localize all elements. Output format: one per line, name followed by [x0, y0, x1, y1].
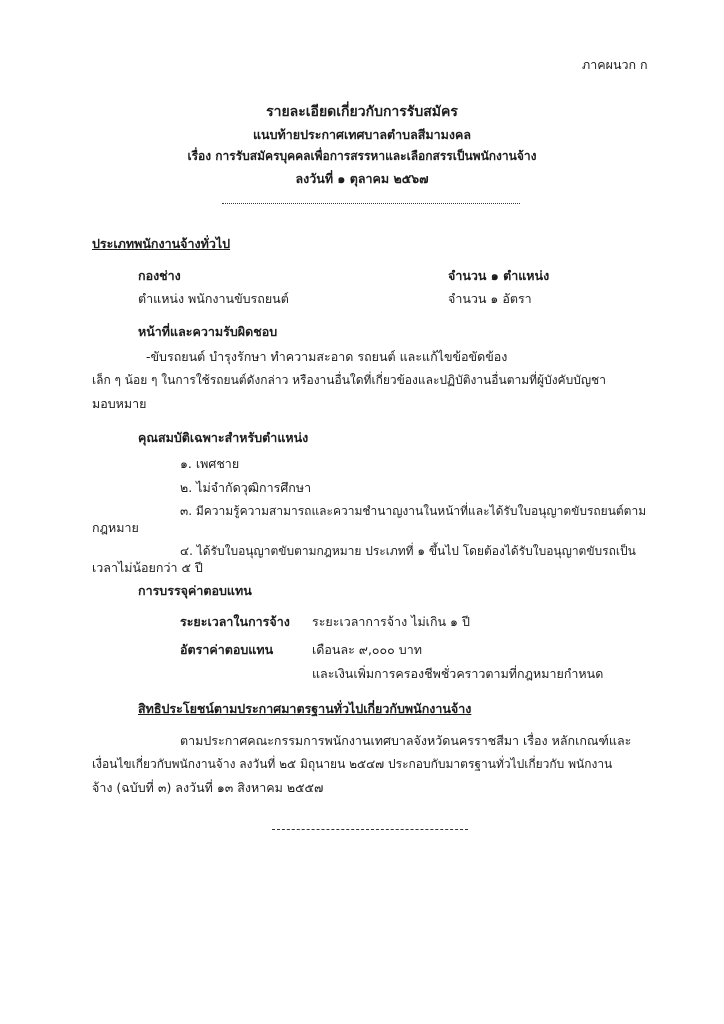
position-count: จำนวน ๑ อัตรา	[448, 291, 532, 306]
qualification-item-continuation: เวลาไม่น้อยกว่า ๕ ปี	[92, 560, 203, 575]
header-announcement-line: แนบท้ายประกาศเทศบาลตำบลสีมามงคล	[252, 127, 472, 142]
duties-heading: หน้าที่และความรับผิดชอบ	[138, 324, 278, 339]
duties-line: -ขับรถยนต์ บำรุงรักษา ทำความสะอาด รถยนต์ และแก้ไขข้อขัดข้อง	[146, 349, 508, 364]
qualification-item: ๓. มีความรู้ความสามารถและความชำนาญงานในหน้าที่และได้รับใบอนุญาตขับรถยนต์ตาม	[180, 504, 647, 518]
employment-duration-value: ระยะเวลาการจ้าง ไม่เกิน ๑ ปี	[312, 614, 470, 629]
qualifications-heading: คุณสมบัติเฉพาะสำหรับตำแหน่ง	[138, 430, 309, 445]
appendix-label: ภาคผนวก ก	[582, 57, 648, 72]
position-name: ตำแหน่ง พนักงานขับรถยนต์	[138, 291, 289, 306]
duties-line: เล็ก ๆ น้อย ๆ ในการใช้รถยนต์ดังกล่าว หรืองานอื่นใดที่เกี่ยวข้องและปฏิบัติงานอื่นตามที่ผู้บังคับบัญชา	[92, 373, 606, 387]
compensation-heading: การบรรจุค่าตอบแทน	[138, 583, 252, 598]
compensation-rate-value: เดือนละ ๙,๐๐๐ บาท	[312, 642, 422, 657]
qualification-item-continuation: กฎหมาย	[92, 520, 139, 535]
duties-line: มอบหมาย	[92, 396, 147, 411]
qualification-item: ๑. เพศชาย	[180, 456, 240, 471]
compensation-rate-label: อัตราค่าตอบแทน	[180, 642, 274, 657]
qualification-item: ๒. ไม่จำกัดวุฒิการศึกษา	[180, 480, 312, 495]
footer-divider	[272, 829, 468, 830]
header-date: ลงวันที่ ๑ ตุลาคม ๒๕๖๗	[295, 171, 429, 186]
employment-duration-label: ระยะเวลาในการจ้าง	[180, 614, 290, 629]
header-divider	[222, 203, 520, 204]
compensation-rate-extra: และเงินเพิ่มการครองชีพชั่วคราวตามที่กฎหมายกำหนด	[312, 666, 604, 681]
benefits-line: ตามประกาศคณะกรรมการพนักงานเทศบาลจังหวัดนครราชสีมา เรื่อง หลักเกณฑ์และ	[180, 733, 632, 748]
benefits-heading: สิทธิประโยชน์ตามประกาศมาตรฐานทั่วไปเกี่ยวกับพนักงานจ้าง	[138, 701, 472, 716]
header-subject-line: เรื่อง การรับสมัครบุคคลเพื่อการสรรหาและเลือกสรรเป็นพนักงานจ้าง	[187, 149, 537, 163]
qualification-item: ๔. ได้รับใบอนุญาตขับตามกฎหมาย ประเภทที่ ๑ ขึ้นไป โดยต้องได้รับใบอนุญาตขับรถเป็น	[180, 544, 636, 558]
page-title: รายละเอียดเกี่ยวกับการรับสมัคร	[266, 104, 458, 120]
benefits-line: จ้าง (ฉบับที่ ๓) ลงวันที่ ๑๓ สิงหาคม ๒๕๕๗	[92, 780, 324, 795]
benefits-line: เงื่อนไขเกี่ยวกับพนักงานจ้าง ลงวันที่ ๒๕ มิถุนายน ๒๕๔๗ ประกอบกับมาตรฐานทั่วไปเกี่ยวกับ พนักงาน	[92, 757, 613, 771]
section-heading-general: ประเภทพนักงานจ้างทั่วไป	[92, 236, 231, 251]
division-name: กองช่าง	[138, 268, 181, 283]
division-count: จำนวน ๑ ตำแหน่ง	[448, 268, 550, 283]
